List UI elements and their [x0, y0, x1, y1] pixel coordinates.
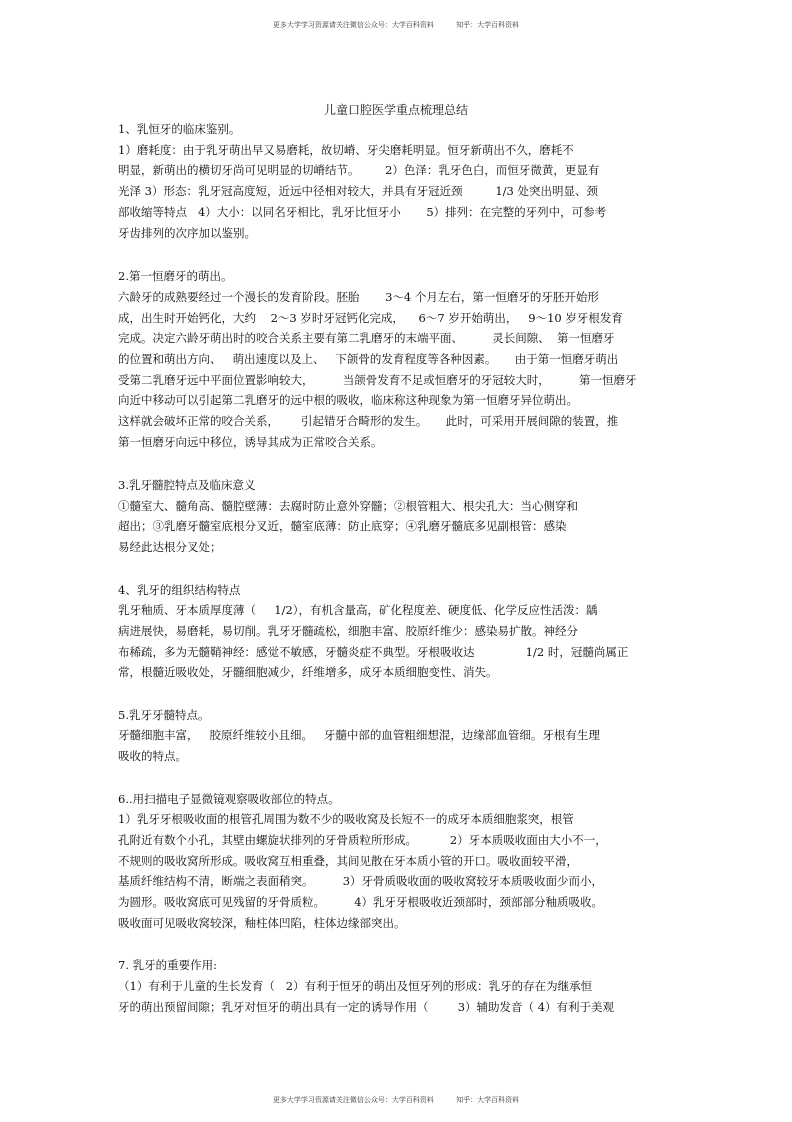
footer-zhihu-note: 知乎：大学百科资料: [456, 1096, 520, 1104]
text-line: 牙齿排列的次序加以鉴别。: [118, 226, 256, 240]
text-line: 易经此达根分叉处；: [118, 540, 222, 554]
text-line: 吸收的特点。: [118, 749, 187, 763]
page-header: [0, 20, 792, 30]
text-line: 牙的萌出预留间隙；乳牙对恒牙的萌出具有一定的诱导作用（ 3）辅助发音（ 4）有利于美观: [118, 1000, 615, 1014]
text-line: 不规则的吸收窝所形成。吸收窝互相重叠，其间见散在牙本质小管的开口。吸收面较平滑，: [118, 854, 578, 868]
text-line: 布稀疏，多为无髓鞘神经：感觉不敏感，牙髓炎症不典型。牙根吸收达 1/2 时，冠髓尚属正: [118, 645, 629, 659]
text-line: 成，出生时开始钙化，大约 2～3 岁时牙冠钙化完成， 6～7 岁开始萌出， 9～10 岁牙根发育: [118, 311, 623, 325]
text-line: 1）磨耗度：由于乳牙萌出早又易磨耗，故切嵴、牙尖磨耗明显。恒牙新萌出不久，磨耗不: [118, 143, 574, 157]
text-line: 的位置和萌出方向、 萌出速度以及上、 下颌骨的发育程度等各种因素。 由于第一恒磨牙萌出: [118, 352, 619, 366]
section-heading-2: 2.第一恒磨牙的萌出。: [118, 269, 233, 283]
text-line: 受第二乳磨牙远中平面位置影响较大， 当颌骨发育不足或恒磨牙的牙冠较大时， 第一恒磨牙: [118, 373, 637, 387]
text-line: ①髓室大、髓角高、髓腔壁薄：去腐时防止意外穿髓；②根管粗大、根尖孔大：当心侧穿和: [118, 499, 578, 513]
text-line: 乳牙釉质、牙本质厚度薄（ 1/2），有机含量高，矿化程度差、硬度低、化学反应性活泼：龋: [118, 603, 598, 617]
text-line: 超出；③乳磨牙髓室底根分叉近，髓室底薄：防止底穿；④乳磨牙髓底多见副根管：感染: [118, 519, 567, 533]
text-line: 第一恒磨牙向远中移位，诱导其成为正常咬合关系。: [118, 435, 383, 449]
section-heading-3: 3.乳牙髓腔特点及临床意义: [118, 478, 256, 492]
text-line: （1）有利于儿童的生长发育（ 2）有利于恒牙的萌出及恒牙列的形成：乳牙的存在为继承恒: [118, 979, 593, 993]
text-line: 光泽 3）形态：乳牙冠高度短，近远中径相对较大，并具有牙冠近颈 1/3 处突出明显、颈: [118, 184, 599, 198]
page-footer: [0, 1095, 792, 1105]
text-line: 吸收面可见吸收窝较深，釉柱体凹陷，柱体边缘部突出。: [118, 916, 406, 930]
text-line: 这样就会破坏正常的咬合关系， 引起错牙合畸形的发生。 此时，可采用开展间隙的装置，推: [118, 414, 619, 428]
footer-wechat-note: 更多大学学习资源请关注微信公众号：大学百科资料: [272, 1096, 434, 1104]
text-line: 牙髓细胞丰富， 胶原纤维较小且细。 牙髓中部的血管粗细想混，边缘部血管细。牙根有生理: [118, 728, 600, 742]
text-line: 基质纤维结构不清，断端之表面稍突。 3）牙骨质吸收面的吸收窝较牙本质吸收面少而小，: [118, 874, 604, 888]
section-heading-7: 7. 乳牙的重要作用:: [118, 958, 218, 972]
text-line: 为圆形。吸收窝底可见残留的牙骨质粒。 4）乳牙牙根吸收近颈部时，颈部部分釉质吸收。: [118, 895, 604, 909]
document-title: 儿童口腔医学重点梳理总结: [323, 103, 468, 117]
text-line: 常，根髓近吸收处，牙髓细胞减少，纤维增多，成牙本质细胞变性、消失。: [118, 665, 498, 679]
text-line: 1）乳牙牙根吸收面的根管孔周围为数不少的吸收窝及长短不一的成牙本质细胞浆突，根管: [118, 812, 574, 826]
section-heading-6: 6..用扫描电子显微镜观察吸收部位的特点。: [118, 792, 340, 806]
text-line: 部收缩等特点 4）大小：以同名牙相比，乳牙比恒牙小 5）排列：在完整的牙列中，可参考: [118, 205, 607, 219]
text-line: 孔附近有数个小孔，其壁由螺旋状排列的牙骨质粒所形成。 2）牙本质吸收面由大小不一，: [118, 833, 607, 847]
section-heading-5: 5.乳牙牙髓特点。: [118, 708, 210, 722]
text-line: 完成。决定六龄牙萌出时的咬合关系主要有第二乳磨牙的末端平面、 灵长间隙、 第一恒磨牙: [118, 331, 615, 345]
text-line: 六龄牙的成熟要经过一个漫长的发育阶段。胚胎 3～4 个月左右，第一恒磨牙的牙胚开始形: [118, 290, 599, 304]
text-line: 向近中移动可以引起第二乳磨牙的远中根的吸收，临床称这种现象为第一恒磨牙异位萌出。: [118, 393, 578, 407]
header-wechat-note: 更多大学学习资源请关注微信公众号：大学百科资料: [272, 21, 434, 29]
section-heading-4: 4、乳牙的组织结构特点: [118, 583, 241, 597]
text-line: 明显，新萌出的横切牙尚可见明显的切嵴结节。 2）色泽：乳牙色白，而恒牙微黄，更显有: [118, 163, 600, 177]
header-zhihu-note: 知乎：大学百科资料: [456, 21, 520, 29]
text-line: 病进展快，易磨耗，易切削。乳牙牙髓疏松，细胞丰富、胶原纤维少：感染易扩散。神经分: [118, 624, 578, 638]
section-heading-1: 1、乳恒牙的临床鉴别。: [118, 122, 241, 136]
